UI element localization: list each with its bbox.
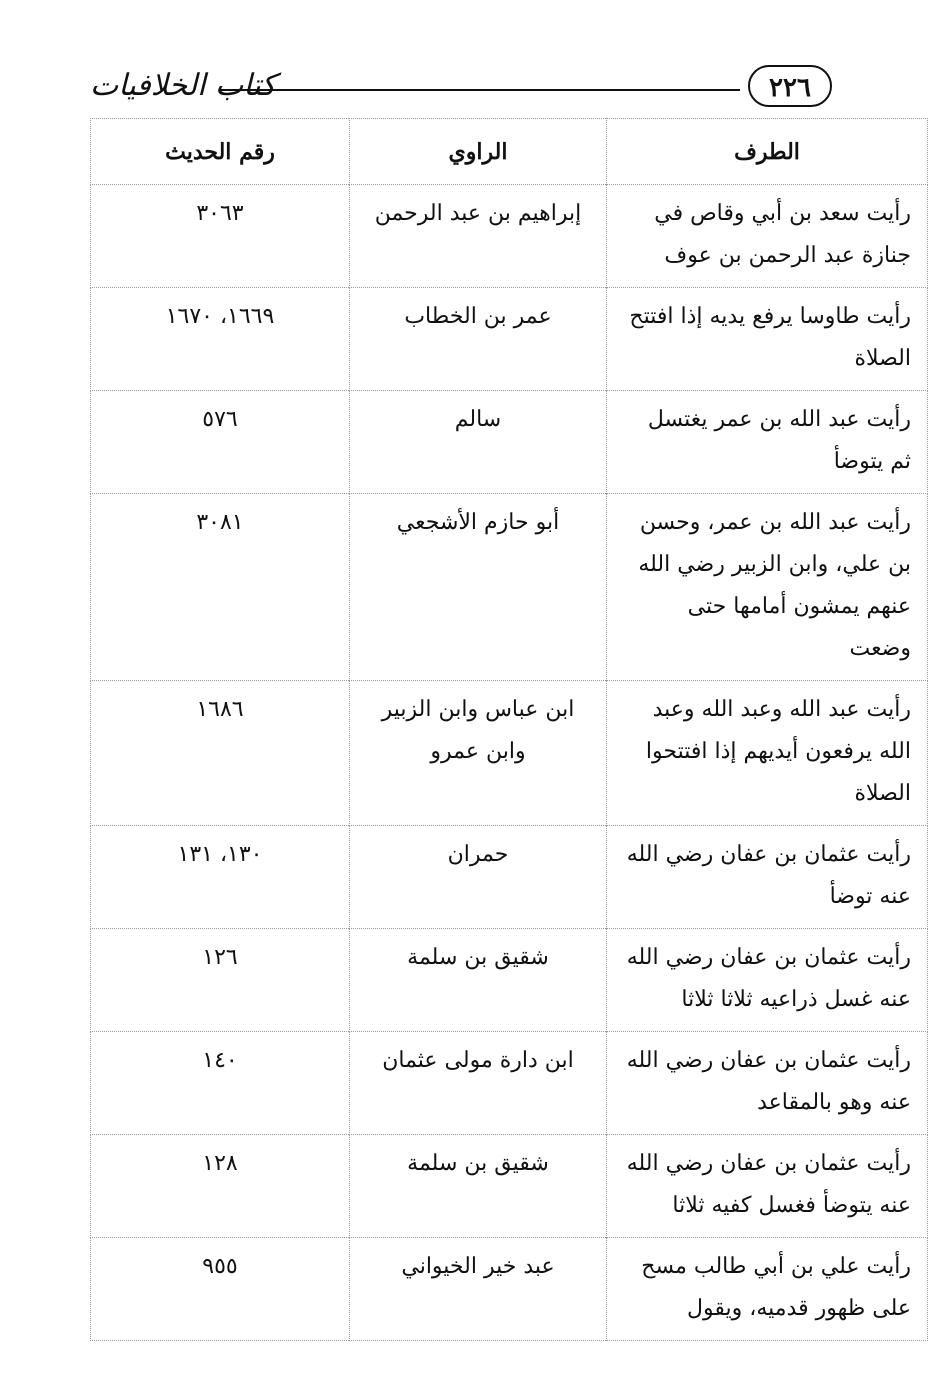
taraf-cell: رأيت عبد الله وعبد الله وعبد الله يرفعون أيديهم إذا افتتحوا الصلاة bbox=[607, 681, 928, 826]
hadith-number-cell: ٣٠٦٣ bbox=[91, 185, 350, 288]
taraf-cell: رأيت عبد الله بن عمر يغتسل ثم يتوضأ bbox=[607, 391, 928, 494]
table-row bbox=[91, 494, 928, 681]
rawi-cell: عبد خير الخيواني bbox=[350, 1238, 607, 1341]
page-number: ٢٢٦ bbox=[748, 65, 832, 107]
hadith-number-cell: ٩٥٥ bbox=[91, 1238, 350, 1341]
table-row bbox=[91, 929, 928, 1032]
header-hadith-number: رقم الحديث bbox=[91, 119, 350, 185]
page-header bbox=[90, 62, 832, 114]
table-header-row bbox=[91, 119, 928, 185]
rawi-cell: أبو حازم الأشجعي bbox=[350, 494, 607, 681]
header-rule bbox=[220, 89, 740, 91]
hadith-index-table bbox=[90, 118, 928, 1341]
rawi-cell: شقيق بن سلمة bbox=[350, 929, 607, 1032]
hadith-number-cell: ٥٧٦ bbox=[91, 391, 350, 494]
rawi-cell: إبراهيم بن عبد الرحمن bbox=[350, 185, 607, 288]
table-row bbox=[91, 1135, 928, 1238]
rawi-cell: ابن عباس وابن الزبير وابن عمرو bbox=[350, 681, 607, 826]
taraf-cell: رأيت عبد الله بن عمر، وحسن بن علي، وابن الزبير رضي الله عنهم يمشون أمامها حتى وضعت bbox=[607, 494, 928, 681]
rawi-cell: حمران bbox=[350, 826, 607, 929]
rawi-cell: سالم bbox=[350, 391, 607, 494]
rawi-cell: شقيق بن سلمة bbox=[350, 1135, 607, 1238]
table-row bbox=[91, 288, 928, 391]
table-row bbox=[91, 1238, 928, 1341]
taraf-cell: رأيت سعد بن أبي وقاص في جنازة عبد الرحمن بن عوف bbox=[607, 185, 928, 288]
table-row bbox=[91, 826, 928, 929]
header-rawi: الراوي bbox=[350, 119, 607, 185]
table-row bbox=[91, 391, 928, 494]
hadith-number-cell: ٣٠٨١ bbox=[91, 494, 350, 681]
rawi-cell: ابن دارة مولى عثمان bbox=[350, 1032, 607, 1135]
header-taraf: الطرف bbox=[607, 119, 928, 185]
hadith-number-cell: ١٢٦ bbox=[91, 929, 350, 1032]
taraf-cell: رأيت طاوسا يرفع يديه إذا افتتح الصلاة bbox=[607, 288, 928, 391]
book-title: كتاب الخلافيات bbox=[90, 68, 276, 103]
hadith-number-cell: ١٢٨ bbox=[91, 1135, 350, 1238]
hadith-number-cell: ١٦٨٦ bbox=[91, 681, 350, 826]
hadith-number-cell: ١٤٠ bbox=[91, 1032, 350, 1135]
table-row bbox=[91, 681, 928, 826]
hadith-number-cell: ١٣٠، ١٣١ bbox=[91, 826, 350, 929]
hadith-number-cell: ١٦٦٩، ١٦٧٠ bbox=[91, 288, 350, 391]
taraf-cell: رأيت عثمان بن عفان رضي الله عنه توضأ bbox=[607, 826, 928, 929]
table-row bbox=[91, 1032, 928, 1135]
taraf-cell: رأيت علي بن أبي طالب مسح على ظهور قدميه، ويقول bbox=[607, 1238, 928, 1341]
taraf-cell: رأيت عثمان بن عفان رضي الله عنه وهو بالمقاعد bbox=[607, 1032, 928, 1135]
table-row bbox=[91, 185, 928, 288]
rawi-cell: عمر بن الخطاب bbox=[350, 288, 607, 391]
taraf-cell: رأيت عثمان بن عفان رضي الله عنه يتوضأ فغسل كفيه ثلاثا bbox=[607, 1135, 928, 1238]
taraf-cell: رأيت عثمان بن عفان رضي الله عنه غسل ذراعيه ثلاثا ثلاثا bbox=[607, 929, 928, 1032]
